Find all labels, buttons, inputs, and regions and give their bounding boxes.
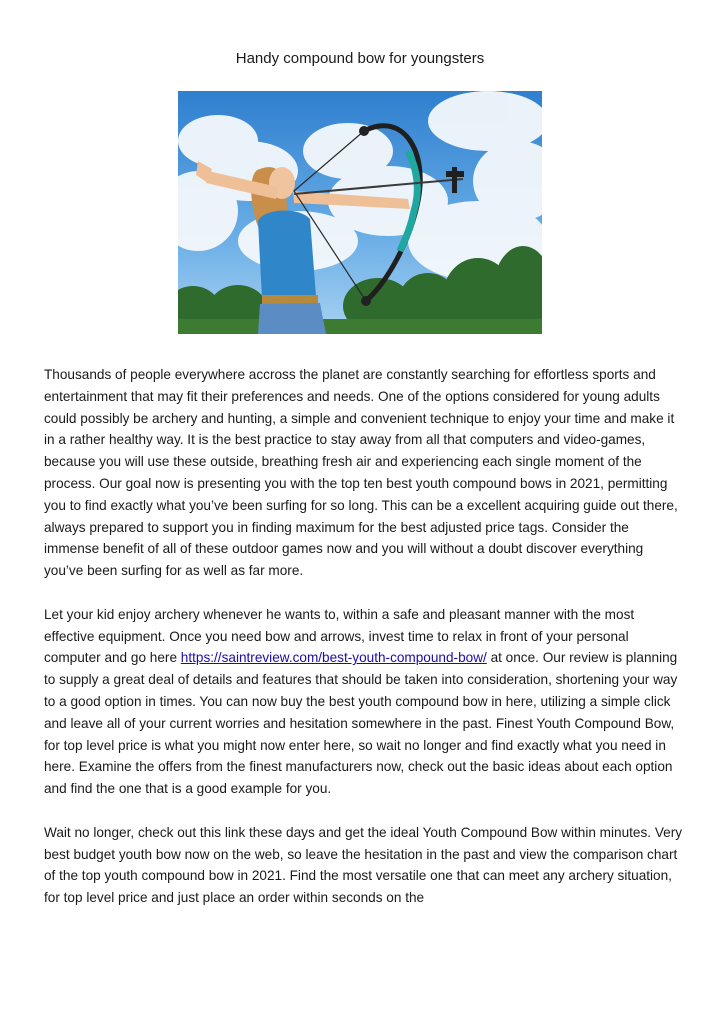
paragraph-1: Thousands of people everywhere accross the planet are constantly searching for effortless sports and entertainment that may fit their preferences and needs. One of the options considered for young adults could possibly be archery and hunting, a simple and convenient technique to enjoy your time and make it in a rather healthy way. It is the best practice to stay away from all that computers and video-games, because you will use these outside, breathing fresh air and experiencing each single moment of the process. Our goal now is presenting you with the top ten best youth compound bows in 2021, permitting you to find exactly what you’ve been surfing for so long. This can be a excellent acquiring guide out there, always prepared to support you in finding maximum for the best adjusted price tags. Consider the immense benefit of all of these outdoor games now and you will without a doubt discover everything you’ve been surfing for as well as far more. bbox=[44, 367, 678, 579]
review-link[interactable]: https://saintreview.com/best-youth-compound-bow/ bbox=[180, 650, 487, 666]
paragraph-2 bbox=[44, 604, 684, 800]
paragraph-3: Wait no longer, check out this link these days and get the ideal Youth Compound Bow within minutes. Very best budget youth bow now on the web, so leave the hesitation in the past and view the comparison chart of the top youth compound bow in 2021. Find the most versatile one that can meet any archery situation, for top level price and just place an order within seconds on the bbox=[44, 824, 683, 906]
article-body bbox=[44, 364, 684, 931]
paragraph-2-text-after: at once. Our review is planning to supply a great deal of details and features that should be taken into consideration, shortening your way to a good option in times. You can now buy the best youth compound bow in here, utilizing a simple click and leave all of your current worries and hesitation somewhere in the past. Finest Youth Compound Bow, for top level price is what you might now enter here, so wait no longer and find exactly what you need in here. Examine the offers from the finest manufacturers now, check out the basic ideas about each option and find the one that is a good example for you. bbox=[44, 650, 678, 797]
archery-photo bbox=[178, 91, 542, 334]
grass bbox=[178, 319, 542, 334]
girl-jeans bbox=[258, 303, 326, 334]
bow-cam-top bbox=[359, 126, 369, 136]
paragraph-2-text-before: Let your kid enjoy archery whenever he wants to, within a safe and pleasant manner with the most effective equipment. Once you need bow and arrows, invest time to relax in front of your personal computer and go here bbox=[44, 606, 635, 666]
bow-cam-bottom bbox=[361, 296, 371, 306]
girl-belt bbox=[262, 295, 318, 304]
girl-tank-top bbox=[258, 211, 316, 299]
archery-illustration bbox=[178, 91, 542, 334]
document-title: Handy compound bow for youngsters bbox=[235, 50, 485, 67]
